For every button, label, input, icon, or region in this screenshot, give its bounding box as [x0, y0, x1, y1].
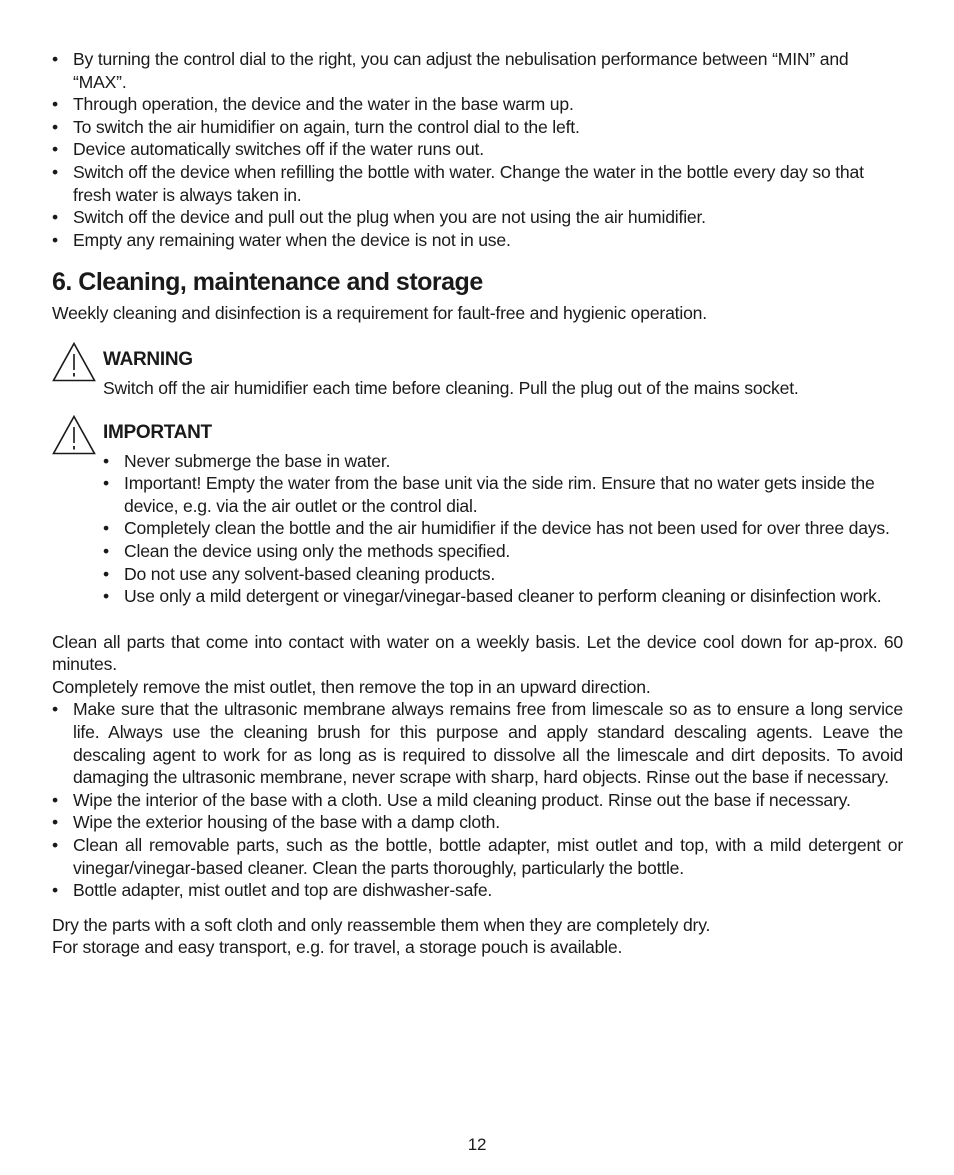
warning-text: Switch off the air humidifier each time before cleaning. Pull the plug out of the mains socket. [103, 377, 799, 398]
list-item: • Wipe the interior of the base with a cloth. Use a mild cleaning product. Rinse out the base if necessary. [52, 789, 903, 812]
manual-page [52, 48, 903, 959]
list-item: • By turning the control dial to the right, you can adjust the nebulisation performance between “MIN” and “MAX”. [52, 48, 903, 93]
intro-bullet-list [52, 48, 903, 251]
list-item: • Through operation, the device and the water in the base warm up. [52, 93, 903, 116]
list-item: • Completely clean the bottle and the air humidifier if the device has not been used for over three days. [103, 517, 903, 540]
list-item: • Important! Empty the water from the base unit via the side rim. Ensure that no water gets inside the device, e.g. via the air outlet or the control dial. [103, 472, 903, 517]
cleaning-paragraph: Clean all parts that come into contact with water on a weekly basis. Let the device cool down for ap-prox. 60 minutes. [52, 631, 903, 675]
list-item: • Bottle adapter, mist outlet and top are dishwasher-safe. [52, 879, 903, 902]
section-intro: Weekly cleaning and disinfection is a requirement for fault-free and hygienic operation. [52, 303, 707, 324]
list-item: • Wipe the exterior housing of the base with a damp cloth. [52, 811, 903, 834]
warning-triangle-icon [52, 342, 96, 382]
list-item: • Never submerge the base in water. [103, 450, 903, 473]
list-item: • To switch the air humidifier on again, turn the control dial to the left. [52, 116, 903, 139]
list-item: • Device automatically switches off if the water runs out. [52, 138, 903, 161]
list-item: • Use only a mild detergent or vinegar/vinegar-based cleaner to perform cleaning or disinfection work. [103, 585, 903, 608]
list-item: • Switch off the device when refilling the bottle with water. Change the water in the bottle every day so that fresh water is always taken in. [52, 161, 903, 206]
drying-paragraph: Dry the parts with a soft cloth and only reassemble them when they are completely dry. [52, 914, 711, 935]
important-notice [52, 420, 903, 608]
cleaning-bullet-list [52, 698, 903, 901]
important-heading: IMPORTANT [103, 421, 212, 443]
list-item: • Make sure that the ultrasonic membrane always remains free from limescale so as to ensure a long service life. Always use the cleaning brush for this purpose and apply standard descaling agents. Leave the descaling agent to work for as long as is required to dissolve all the limescale and dirt deposits. To avoid damaging the ultrasonic membrane, never scrape with sharp, hard objects. Rinse out the base if necessary. [52, 698, 903, 788]
list-item: • Clean all removable parts, such as the bottle, bottle adapter, mist outlet and top, with a mild detergent or vinegar/vinegar-based cleaner. Clean the parts thoroughly, particularly the bottle. [52, 834, 903, 879]
cleaning-paragraph: Completely remove the mist outlet, then remove the top in an upward direction. [52, 676, 651, 697]
list-item: • Clean the device using only the methods specified. [103, 540, 903, 563]
list-item: • Empty any remaining water when the device is not in use. [52, 229, 903, 252]
list-item: • Do not use any solvent-based cleaning products. [103, 563, 903, 586]
warning-triangle-icon [52, 415, 96, 455]
important-bullet-list [103, 450, 903, 608]
storage-paragraph: For storage and easy transport, e.g. for travel, a storage pouch is available. [52, 937, 623, 958]
page-number: 12 [467, 1135, 487, 1154]
warning-heading: WARNING [103, 348, 193, 370]
list-item: • Switch off the device and pull out the plug when you are not using the air humidifier. [52, 206, 903, 229]
section-heading: 6. Cleaning, maintenance and storage [52, 268, 483, 297]
warning-notice [52, 347, 903, 400]
